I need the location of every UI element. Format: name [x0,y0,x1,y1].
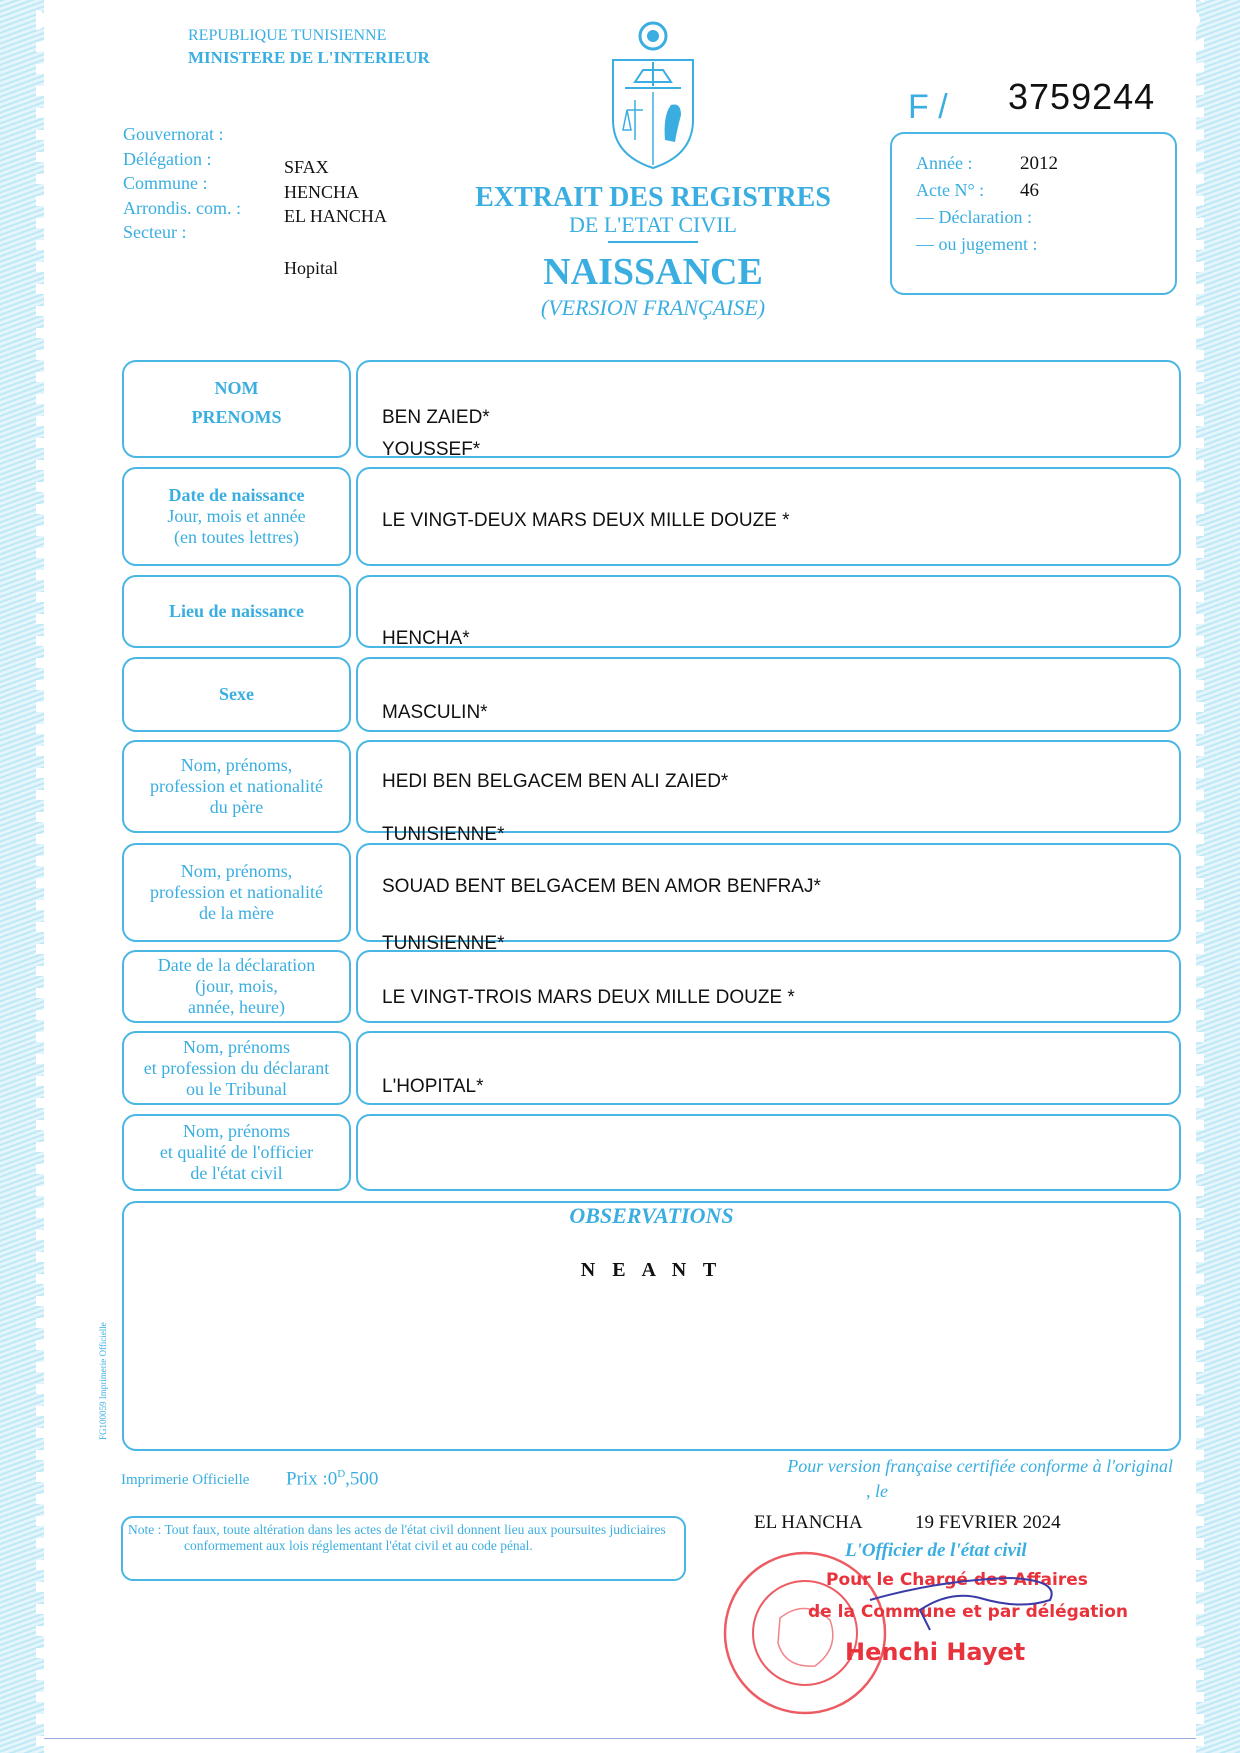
row-label [123,374,350,432]
row-label-line: (jour, mois, [195,976,278,996]
row-label-line: Sexe [219,684,254,704]
row-label-line: PRENOMS [191,407,282,427]
issue-date: 19 FEVRIER 2024 [915,1512,1061,1533]
row-label [123,955,350,1018]
value-secteur: Hopital [284,258,338,278]
row-label-line: de l'état civil [190,1163,283,1183]
row-value: HENCHA* [382,628,470,649]
side-print-code: FG100059 Imprimerie Officielle [98,1322,108,1440]
location-values [284,155,387,229]
value-arrondissement: EL HANCHA [284,206,387,226]
row-value: L'HOPITAL* [382,1076,484,1097]
signature [860,1560,1080,1640]
value-annee: 2012 [1020,153,1058,174]
row-label-line: Nom, prénoms [183,1121,290,1141]
row-label [123,684,350,705]
price-unit: D [337,1468,346,1480]
stamp-line1: Pour le Chargé des Affaires [826,1570,1088,1590]
right-guilloche-border [1196,0,1240,1753]
label-delegation: Délégation : [123,148,212,169]
row-label-line: ou le Tribunal [185,1078,287,1099]
label-jugement: — ou jugement : [916,234,1038,254]
row-value: LE VINGT-TROIS MARS DEUX MILLE DOUZE * [382,987,795,1008]
row-value: BEN ZAIED* [382,407,490,428]
row-label-line: Nom, prénoms, [180,755,293,775]
label-secteur: Secteur : [123,222,187,242]
officer-title: L'Officier de l'état civil [845,1540,1027,1561]
coat-of-arms-emblem [605,20,701,170]
row-label-line: du père [209,797,264,817]
row-label [123,485,350,548]
label-declaration: — Déclaration : [916,207,1032,227]
stamp-line2: de la Commune et par délégation [808,1602,1129,1622]
label-gouvernorat: Gouvernorat : [123,124,224,144]
label-annee: Année : [916,153,973,173]
row-label-line: et profession du déclarant [143,1057,330,1078]
issue-place: EL HANCHA [754,1512,863,1533]
document-type-title: NAISSANCE [543,251,763,293]
title-line1: EXTRAIT DES REGISTRES [475,182,831,213]
row-label [123,861,350,924]
label-acte: Acte N° : [916,180,985,200]
observations-value: N E A N T [580,1259,723,1281]
value-acte: 46 [1020,180,1039,201]
value-delegation: SFAX [284,157,329,177]
row-value: TUNISIENNE* [382,824,505,845]
row-value: HEDI BEN BELGACEM BEN ALI ZAIED* [382,771,729,792]
row-label-line: Nom, prénoms [183,1036,290,1057]
title-divider [608,241,698,243]
stamp-name: Henchi Hayet [845,1638,1026,1666]
row-value-box [356,575,1181,648]
title-line2: DE L'ETAT CIVIL [569,212,737,237]
left-guilloche-border [0,0,44,1753]
legal-note: Note : Tout faux, toute altération dans les actes de l'état civil donnent lieu aux poursuites judiciaires conformement aux lois réglementant l'état civil et au code pénal. [128,1522,666,1553]
row-label [123,1121,350,1184]
serial-prefix: F / [908,88,948,126]
row-value: TUNISIENNE* [382,933,505,954]
row-label-line: année, heure) [188,997,285,1017]
row-label-line: profession et nationalité [150,776,323,796]
printer-text: Imprimerie Officielle [121,1472,250,1488]
price [286,1468,378,1490]
serial-number: 3759244 [1008,76,1156,117]
republic-text: REPUBLIQUE TUNISIENNE [188,27,387,44]
observations-box [122,1201,1181,1451]
date-prefix: , le [866,1481,888,1501]
row-label-line: et qualité de l'officier [159,1142,314,1162]
location-labels [123,122,241,245]
label-commune: Commune : [123,173,208,193]
row-label-line: (en toutes lettres) [174,527,299,547]
row-value: SOUAD BENT BELGACEM BEN AMOR BENFRAJ* [382,876,821,897]
row-value: LE VINGT-DEUX MARS DEUX MILLE DOUZE * [382,510,790,531]
version-subtitle: (VERSION FRANÇAISE) [540,295,766,320]
row-label-line: Date de la déclaration [157,955,316,975]
certified-text: Pour version française certifiée conforme à l'original [787,1456,1173,1476]
row-value: MASCULIN* [382,702,488,723]
row-label [123,1037,350,1100]
ministry-text: MINISTERE DE L'INTERIEUR [188,48,430,67]
row-label-line: profession et nationalité [150,882,323,902]
row-label [123,755,350,818]
value-commune: HENCHA [284,181,359,202]
label-arrondissement: Arrondis. com. : [123,197,241,218]
row-label-line: Jour, mois et année [167,506,306,526]
bottom-edge [44,1738,1196,1739]
price-value: ,500 [345,1468,379,1490]
row-value: YOUSSEF* [382,439,481,460]
row-label-line: Date de naissance [168,485,305,505]
row-label [123,601,350,622]
row-label-line: Lieu de naissance [168,601,305,621]
observations-title: OBSERVATIONS [569,1203,734,1228]
row-label-line: de la mère [199,903,274,923]
price-label: Prix :0 [286,1468,338,1490]
row-value-box [356,1114,1181,1191]
row-label-line: Nom, prénoms, [180,861,293,881]
row-label-line: NOM [214,378,259,398]
